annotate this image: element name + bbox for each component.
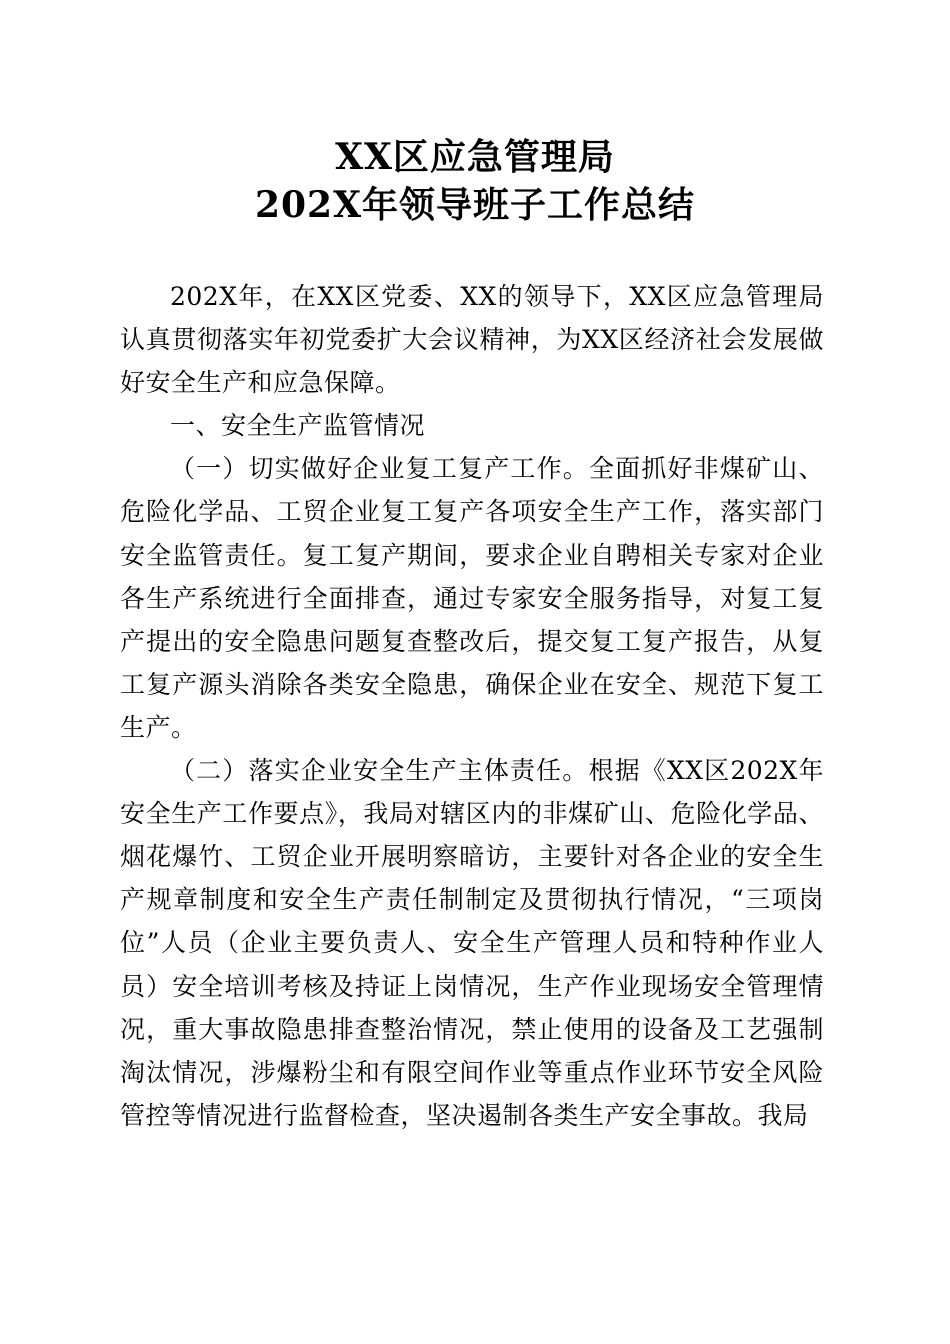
title-line-1: XX区应急管理局 xyxy=(335,136,615,178)
document-title xyxy=(0,133,950,229)
subsection-paragraph-1: （一）切实做好企业复工复产工作。全面抓好非煤矿山、危险化学品、工贸企业复工复产各项安全生产工作，落实部门安全监管责任。复工复产期间，要求企业自聘相关专家对企业各生产系统进行全面排查，通过专家安全服务指导，对复工复产提出的安全隐患问题复查整改后，提交复工复产报告，从复工复产源头消除各类安全隐患，确保企业在安全、规范下复工生产。 xyxy=(120,454,824,742)
subsection-paragraph-2: （二）落实企业安全生产主体责任。根据《XX区202X年安全生产工作要点》，我局对辖区内的非煤矿山、危险化学品、烟花爆竹、工贸企业开展明察暗访，主要针对各企业的安全生产规章制度和安全生产责任制制定及贯彻执行情况，“三项岗位”人员（企业主要负责人、安全生产管理人员和特种作业人员）安全培训考核及持证上岗情况，生产作业现场安全管理情况，重大事故隐患排查整治情况，禁止使用的设备及工艺强制淘汰情况，涉爆粉尘和有限空间作业等重点作业环节安全风险管控等情况进行监督检查，坚决遏制各类生产安全事故。我局 xyxy=(120,756,824,1130)
title-line-2: 202X年领导班子工作总结 xyxy=(254,184,696,226)
intro-paragraph: 202X年，在XX区党委、XX的领导下，XX区应急管理局认真贯彻落实年初党委扩大会议精神，为XX区经济社会发展做好安全生产和应急保障。 xyxy=(120,282,824,398)
section-heading-1: 一、安全生产监管情况 xyxy=(170,411,426,441)
document-body xyxy=(120,275,824,1137)
